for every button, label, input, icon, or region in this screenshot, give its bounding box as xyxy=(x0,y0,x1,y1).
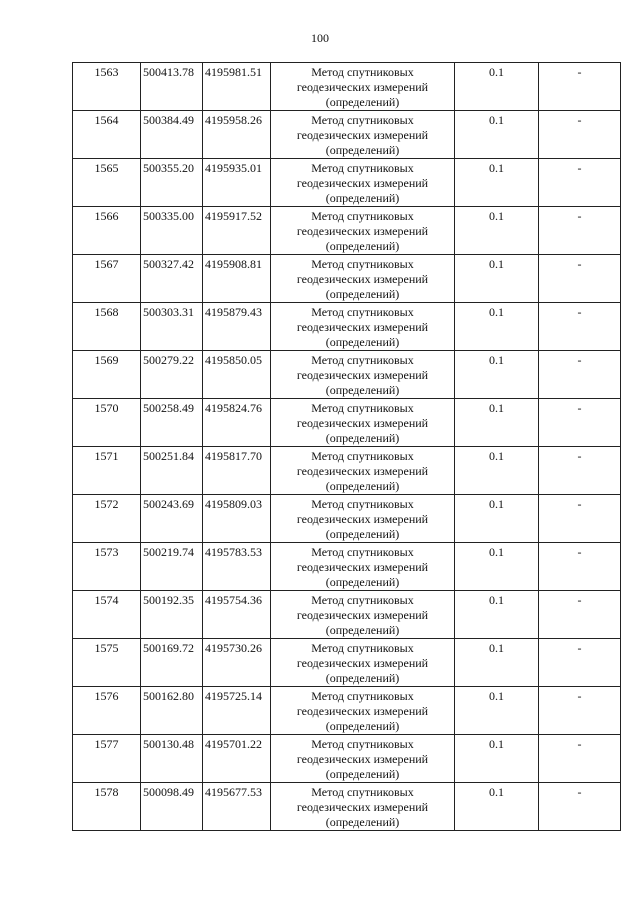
x-coordinate-cell: 500413.78 xyxy=(141,63,203,111)
table-row xyxy=(73,735,621,783)
description-cell: - xyxy=(539,63,621,111)
table-row xyxy=(73,543,621,591)
accuracy-cell: 0.1 xyxy=(455,687,539,735)
y-coordinate-cell: 4195935.01 xyxy=(203,159,271,207)
table-row xyxy=(73,111,621,159)
x-coordinate-cell: 500192.35 xyxy=(141,591,203,639)
y-coordinate-cell: 4195809.03 xyxy=(203,495,271,543)
point-number-cell: 1571 xyxy=(73,447,141,495)
accuracy-cell: 0.1 xyxy=(455,351,539,399)
table-row xyxy=(73,783,621,831)
description-cell: - xyxy=(539,351,621,399)
method-cell: Метод спутниковых геодезических измерений (определений) xyxy=(271,639,455,687)
table-row xyxy=(73,399,621,447)
y-coordinate-cell: 4195754.36 xyxy=(203,591,271,639)
method-cell: Метод спутниковых геодезических измерений (определений) xyxy=(271,159,455,207)
x-coordinate-cell: 500303.31 xyxy=(141,303,203,351)
point-number-cell: 1578 xyxy=(73,783,141,831)
x-coordinate-cell: 500098.49 xyxy=(141,783,203,831)
point-number-cell: 1575 xyxy=(73,639,141,687)
page-number: 100 xyxy=(311,31,329,45)
method-cell: Метод спутниковых геодезических измерений (определений) xyxy=(271,207,455,255)
accuracy-cell: 0.1 xyxy=(455,591,539,639)
coordinates-table xyxy=(72,62,621,831)
description-cell: - xyxy=(539,111,621,159)
y-coordinate-cell: 4195981.51 xyxy=(203,63,271,111)
x-coordinate-cell: 500169.72 xyxy=(141,639,203,687)
accuracy-cell: 0.1 xyxy=(455,159,539,207)
accuracy-cell: 0.1 xyxy=(455,735,539,783)
table-row xyxy=(73,591,621,639)
accuracy-cell: 0.1 xyxy=(455,255,539,303)
y-coordinate-cell: 4195908.81 xyxy=(203,255,271,303)
description-cell: - xyxy=(539,495,621,543)
y-coordinate-cell: 4195958.26 xyxy=(203,111,271,159)
point-number-cell: 1574 xyxy=(73,591,141,639)
table-row xyxy=(73,63,621,111)
x-coordinate-cell: 500219.74 xyxy=(141,543,203,591)
description-cell: - xyxy=(539,735,621,783)
y-coordinate-cell: 4195824.76 xyxy=(203,399,271,447)
method-cell: Метод спутниковых геодезических измерений (определений) xyxy=(271,735,455,783)
method-cell: Метод спутниковых геодезических измерений (определений) xyxy=(271,303,455,351)
x-coordinate-cell: 500162.80 xyxy=(141,687,203,735)
point-number-cell: 1577 xyxy=(73,735,141,783)
method-cell: Метод спутниковых геодезических измерений (определений) xyxy=(271,255,455,303)
x-coordinate-cell: 500251.84 xyxy=(141,447,203,495)
y-coordinate-cell: 4195850.05 xyxy=(203,351,271,399)
y-coordinate-cell: 4195783.53 xyxy=(203,543,271,591)
x-coordinate-cell: 500335.00 xyxy=(141,207,203,255)
accuracy-cell: 0.1 xyxy=(455,447,539,495)
x-coordinate-cell: 500327.42 xyxy=(141,255,203,303)
table-row xyxy=(73,351,621,399)
x-coordinate-cell: 500258.49 xyxy=(141,399,203,447)
table-row xyxy=(73,639,621,687)
description-cell: - xyxy=(539,687,621,735)
description-cell: - xyxy=(539,399,621,447)
description-cell: - xyxy=(539,255,621,303)
method-cell: Метод спутниковых геодезических измерений (определений) xyxy=(271,783,455,831)
description-cell: - xyxy=(539,207,621,255)
accuracy-cell: 0.1 xyxy=(455,495,539,543)
method-cell: Метод спутниковых геодезических измерений (определений) xyxy=(271,495,455,543)
accuracy-cell: 0.1 xyxy=(455,639,539,687)
method-cell: Метод спутниковых геодезических измерений (определений) xyxy=(271,351,455,399)
method-cell: Метод спутниковых геодезических измерений (определений) xyxy=(271,447,455,495)
description-cell: - xyxy=(539,543,621,591)
table-row xyxy=(73,303,621,351)
y-coordinate-cell: 4195701.22 xyxy=(203,735,271,783)
accuracy-cell: 0.1 xyxy=(455,783,539,831)
y-coordinate-cell: 4195917.52 xyxy=(203,207,271,255)
y-coordinate-cell: 4195725.14 xyxy=(203,687,271,735)
y-coordinate-cell: 4195730.26 xyxy=(203,639,271,687)
description-cell: - xyxy=(539,447,621,495)
table-row xyxy=(73,255,621,303)
point-number-cell: 1563 xyxy=(73,63,141,111)
table-row xyxy=(73,447,621,495)
method-cell: Метод спутниковых геодезических измерений (определений) xyxy=(271,591,455,639)
coordinates-table-body xyxy=(73,63,621,831)
point-number-cell: 1569 xyxy=(73,351,141,399)
accuracy-cell: 0.1 xyxy=(455,543,539,591)
accuracy-cell: 0.1 xyxy=(455,303,539,351)
point-number-cell: 1573 xyxy=(73,543,141,591)
point-number-cell: 1572 xyxy=(73,495,141,543)
x-coordinate-cell: 500384.49 xyxy=(141,111,203,159)
description-cell: - xyxy=(539,159,621,207)
description-cell: - xyxy=(539,639,621,687)
point-number-cell: 1566 xyxy=(73,207,141,255)
accuracy-cell: 0.1 xyxy=(455,399,539,447)
y-coordinate-cell: 4195677.53 xyxy=(203,783,271,831)
description-cell: - xyxy=(539,303,621,351)
point-number-cell: 1564 xyxy=(73,111,141,159)
x-coordinate-cell: 500279.22 xyxy=(141,351,203,399)
description-cell: - xyxy=(539,591,621,639)
accuracy-cell: 0.1 xyxy=(455,207,539,255)
table-row xyxy=(73,495,621,543)
point-number-cell: 1576 xyxy=(73,687,141,735)
point-number-cell: 1568 xyxy=(73,303,141,351)
y-coordinate-cell: 4195879.43 xyxy=(203,303,271,351)
x-coordinate-cell: 500243.69 xyxy=(141,495,203,543)
point-number-cell: 1567 xyxy=(73,255,141,303)
method-cell: Метод спутниковых геодезических измерений (определений) xyxy=(271,111,455,159)
accuracy-cell: 0.1 xyxy=(455,63,539,111)
y-coordinate-cell: 4195817.70 xyxy=(203,447,271,495)
point-number-cell: 1570 xyxy=(73,399,141,447)
method-cell: Метод спутниковых геодезических измерений (определений) xyxy=(271,687,455,735)
table-row xyxy=(73,207,621,255)
description-cell: - xyxy=(539,783,621,831)
x-coordinate-cell: 500355.20 xyxy=(141,159,203,207)
accuracy-cell: 0.1 xyxy=(455,111,539,159)
method-cell: Метод спутниковых геодезических измерений (определений) xyxy=(271,543,455,591)
x-coordinate-cell: 500130.48 xyxy=(141,735,203,783)
point-number-cell: 1565 xyxy=(73,159,141,207)
method-cell: Метод спутниковых геодезических измерений (определений) xyxy=(271,63,455,111)
method-cell: Метод спутниковых геодезических измерений (определений) xyxy=(271,399,455,447)
table-row xyxy=(73,687,621,735)
table-row xyxy=(73,159,621,207)
